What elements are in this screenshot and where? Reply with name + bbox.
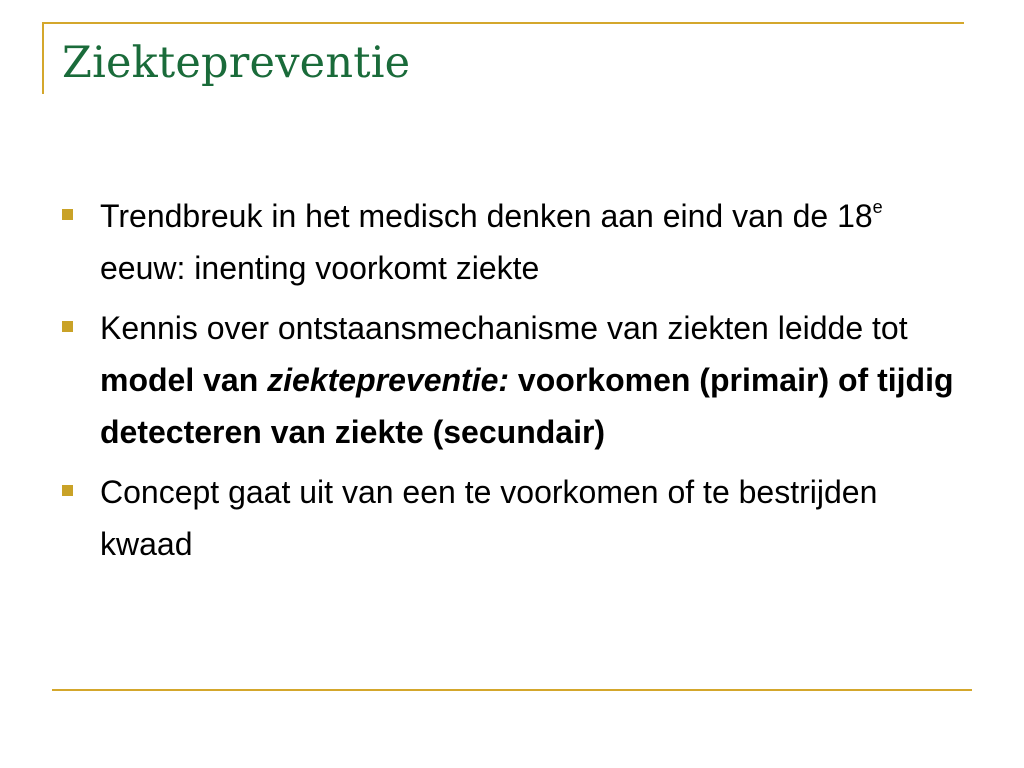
bullet-2-text: Kennis over ontstaansmechanisme van ziekten leidde tot	[100, 310, 908, 346]
bullet-1-text: Trendbreuk in het medisch denken aan eind van de 18	[100, 198, 873, 234]
top-rule	[44, 22, 964, 24]
left-rule	[42, 22, 44, 94]
bullet-2-bold-italic-term: ziektepreventie:	[267, 362, 510, 398]
bullet-item-3	[62, 466, 962, 570]
bullet-1-superscript: e	[872, 197, 883, 218]
bullet-item-2	[62, 302, 962, 458]
bullet-list	[62, 190, 962, 578]
bullet-1-rest: eeuw: inenting voorkomt ziekte	[100, 250, 540, 286]
bullet-2-space	[258, 362, 267, 398]
bullet-2-bold-definition: voorkomen (primair) of tijdig detecteren van ziekte (secundair)	[100, 362, 954, 450]
bullet-item-1	[62, 190, 962, 294]
slide-title: Ziektepreventie	[62, 38, 411, 88]
bullet-3-text: Concept gaat uit van een te voorkomen of te bestrijden kwaad	[100, 474, 878, 562]
square-bullet-icon	[62, 209, 73, 220]
bullet-2-bold-model: model van	[100, 362, 259, 398]
bottom-rule	[52, 689, 972, 691]
square-bullet-icon	[62, 321, 73, 332]
square-bullet-icon	[62, 485, 73, 496]
